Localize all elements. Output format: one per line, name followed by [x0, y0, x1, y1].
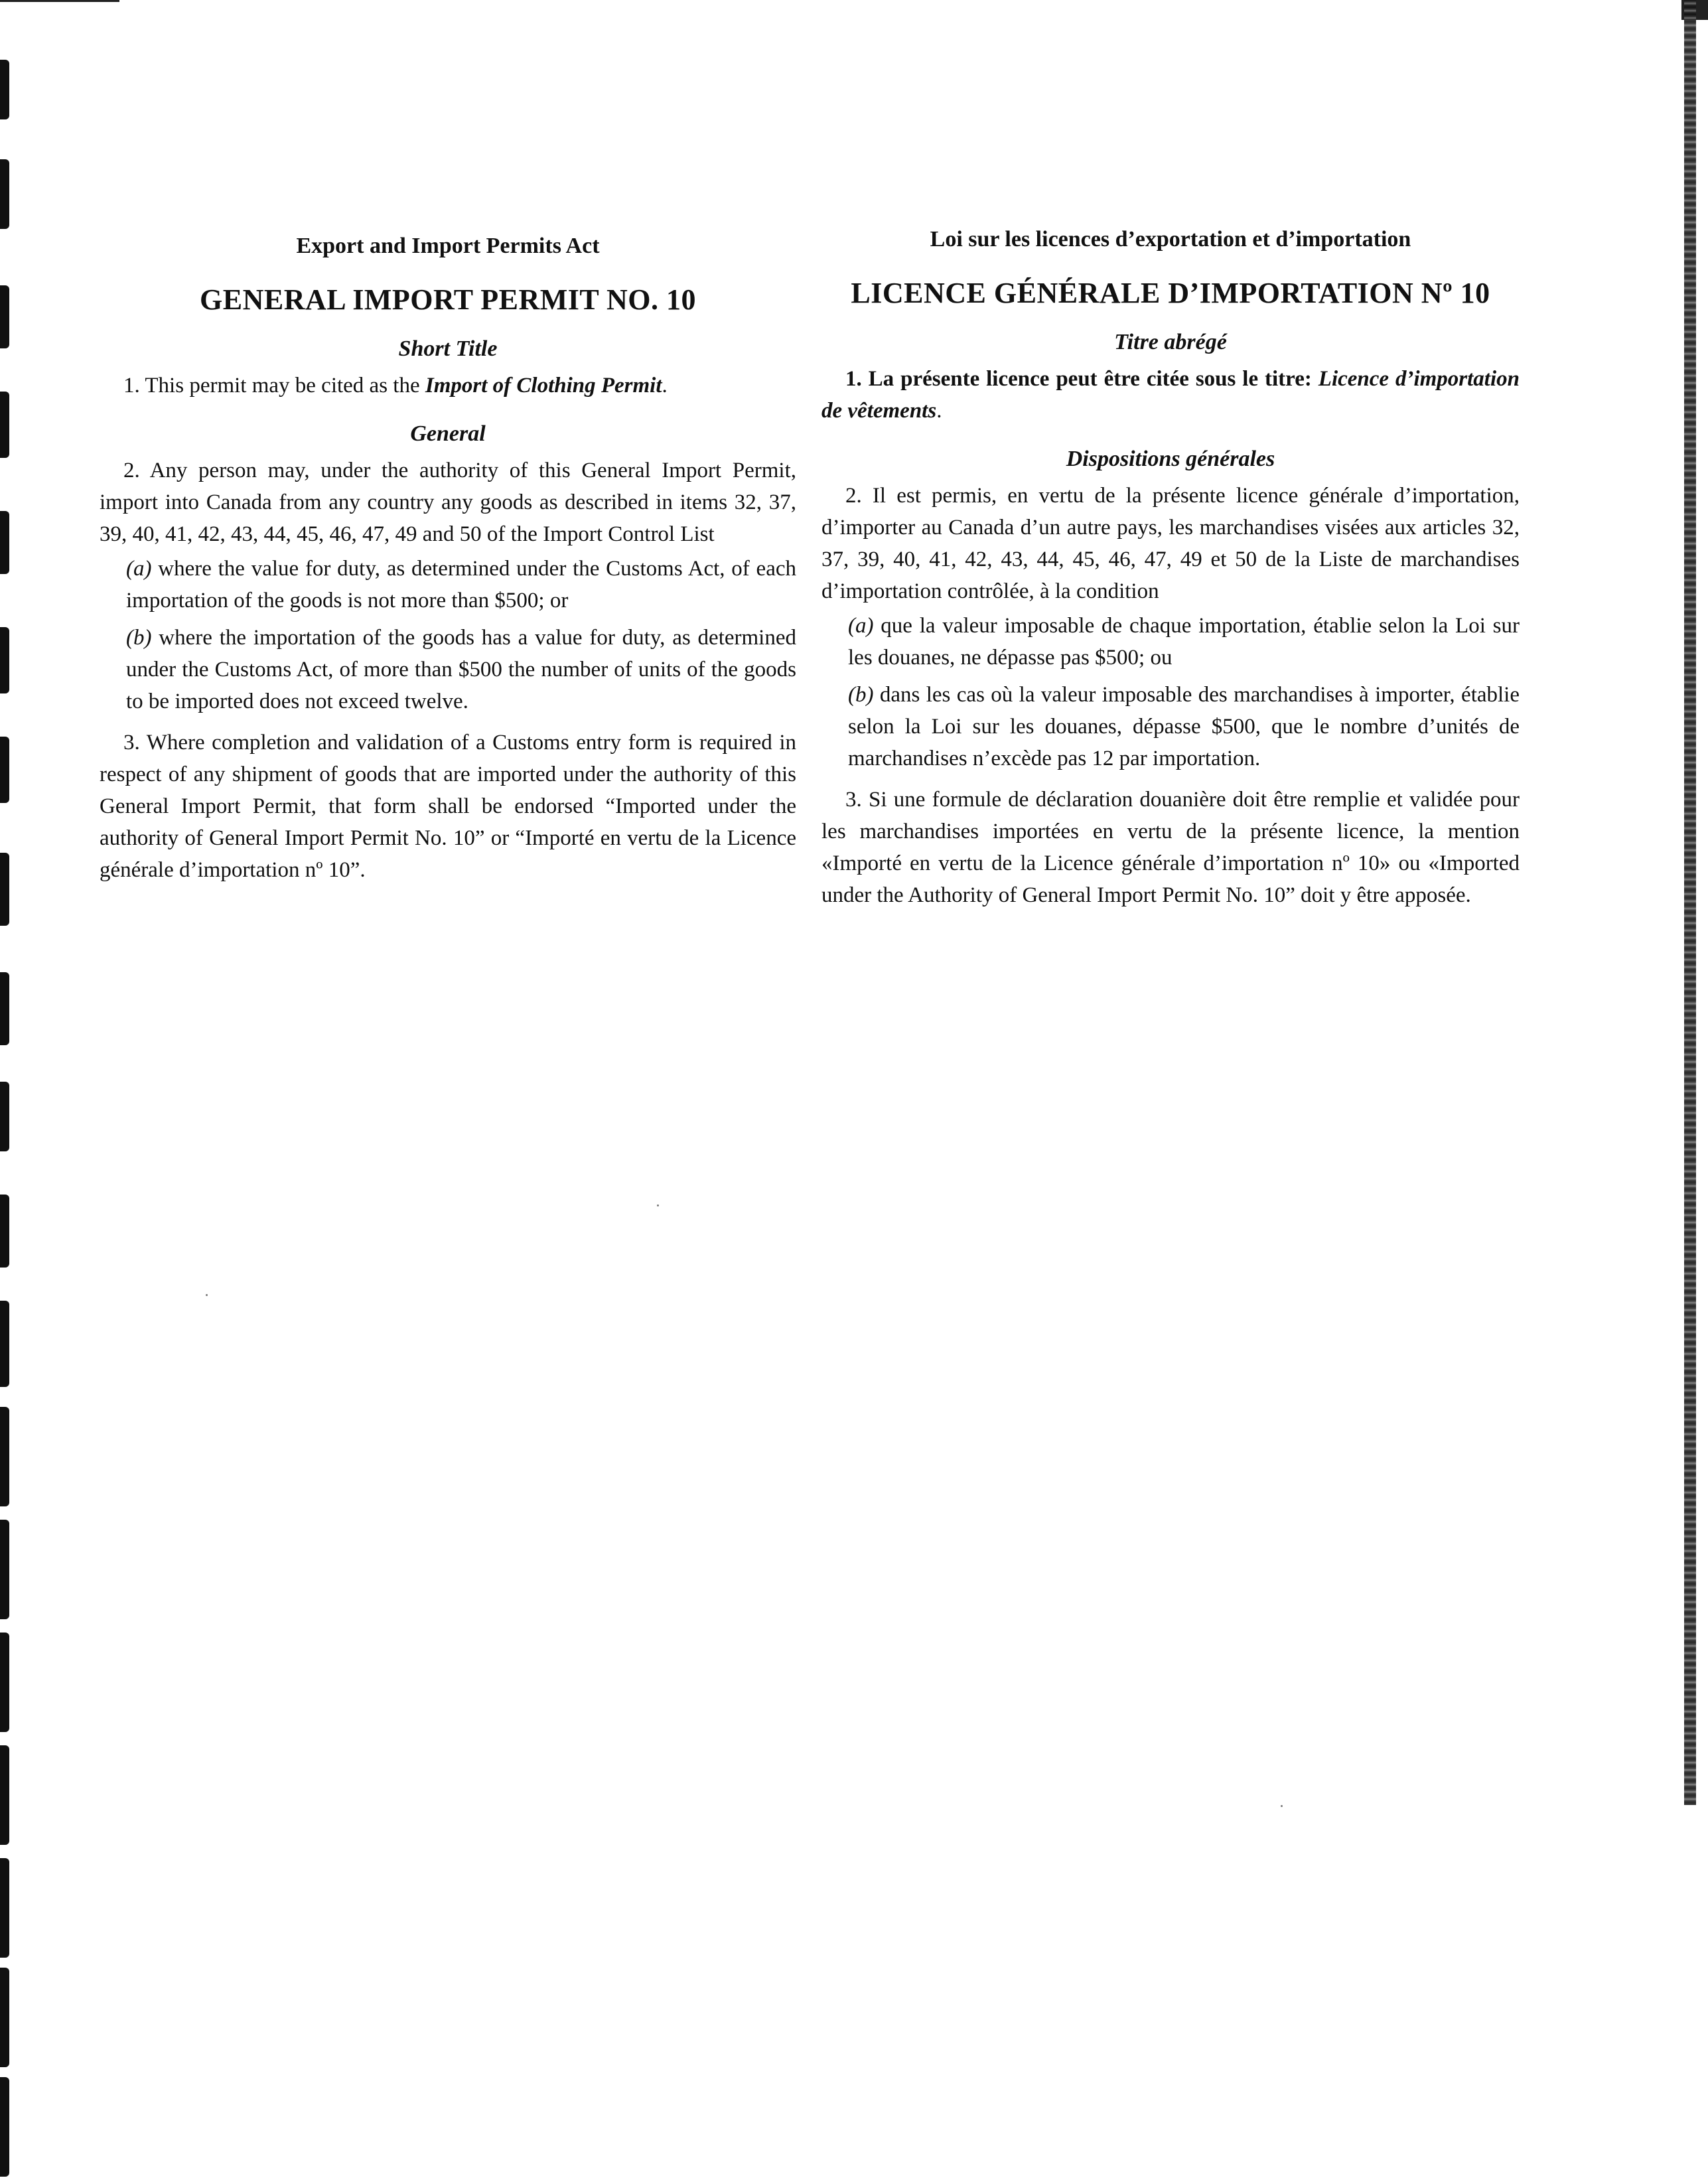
section-1-text: 1. This permit may be cited as the — [123, 374, 425, 398]
english-column — [100, 226, 796, 886]
section-3-fr: 3. Si une formule de déclaration douanière doit être remplie et validée pour les marchandises importées en vertu de la présente licence, la mention «Importé en vertu de la Licence générale d’importation nº 10» ou «Imported under the Authority of General Import Permit No. 10” doit y être apposée. — [821, 788, 1520, 907]
act-title-fr: Loi sur les licences d’exportation et d’importation — [930, 227, 1411, 252]
french-column — [821, 219, 1520, 911]
section-1-citation: Import of Clothing Permit — [425, 374, 662, 398]
section-1-text-fr: 1. La présente licence peut être citée sous le titre: — [845, 367, 1318, 391]
scan-edge-shadow — [1684, 0, 1696, 1805]
scan-speck — [1281, 1805, 1283, 1807]
section-2-fr: 2. Il est permis, en vertu de la présente licence générale d’importation, d’importer au Canada d’un autre pays, les marchandises visées aux articles 32, 37, 39, 40, 41, 42, 43, 44, 45, 46, 47, 49 et 50 de la Liste de marchandises d’importation contrôlée, à la condition — [821, 484, 1520, 603]
section-2a-label-fr: (a) — [848, 614, 874, 638]
section-2a-label: (a) — [126, 557, 152, 581]
section-2b-fr — [848, 679, 1520, 774]
binding-mark — [0, 60, 9, 119]
binding-mark — [0, 1745, 9, 1845]
binding-mark — [0, 2077, 9, 2177]
scan-speck — [657, 1204, 659, 1206]
section-2a — [126, 553, 796, 617]
section-1-period: . — [662, 374, 668, 398]
section-2b — [126, 622, 796, 717]
permit-title: GENERAL IMPORT PERMIT NO. 10 — [200, 283, 696, 316]
general-heading: General — [410, 421, 486, 446]
binding-mark — [0, 737, 9, 803]
binding-mark — [0, 1082, 9, 1151]
binding-mark — [0, 972, 9, 1045]
section-3: 3. Where completion and validation of a Customs entry form is required in respect of any shipment of goods that are imported under the authority of this General Import Permit, that form shall be endorsed “Imported under the authority of General Import Permit No. 10” or “Importé en vertu de la Licence générale d’importation nº 10”. — [100, 731, 796, 882]
section-2a-fr — [848, 610, 1520, 674]
binding-mark — [0, 511, 9, 574]
general-heading-fr: Dispositions générales — [1066, 447, 1275, 471]
binding-mark — [0, 1520, 9, 1619]
scan-top-line — [0, 0, 119, 2]
section-2b-label-fr: (b) — [848, 683, 874, 707]
section-1 — [100, 370, 796, 401]
binding-mark — [0, 853, 9, 926]
act-title: Export and Import Permits Act — [296, 234, 600, 258]
section-2b-text: where the importation of the goods has a value for duty, as determined under the Customs Act, of more than $500 the number of units of the goods to be imported does not exceed twelve. — [126, 626, 796, 713]
section-2: 2. Any person may, under the authority of this General Import Permit, import into Canada from any country any goods as described in items 32, 37, 39, 40, 41, 42, 43, 44, 45, 46, 47, 49 and 50 of the Import Control List — [100, 459, 796, 546]
binding-mark — [0, 1858, 9, 1958]
binding-mark — [0, 1301, 9, 1387]
section-1-fr — [821, 363, 1520, 427]
binding-mark — [0, 1195, 9, 1268]
permit-title-fr: LICENCE GÉNÉRALE D’IMPORTATION Nº 10 — [851, 277, 1490, 309]
scan-speck — [206, 1294, 208, 1296]
section-2b-text-fr: dans les cas où la valeur imposable des marchandises à importer, établie selon la Loi sur les douanes, dépasse $500, que le nombre d’unités de marchandises n’excède pas 12 par importation. — [848, 683, 1520, 770]
binding-mark — [0, 1633, 9, 1732]
binding-mark — [0, 1968, 9, 2067]
section-2b-label: (b) — [126, 626, 152, 650]
section-1-citation-fr: Licence d’importation de vêtements — [821, 367, 1520, 423]
section-1-period-fr: . — [936, 399, 942, 423]
binding-mark — [0, 392, 9, 458]
scan-right-edge — [1681, 0, 1708, 2178]
section-2a-text-fr: que la valeur imposable de chaque importation, établie selon la Loi sur les douanes, ne dépasse pas $500; ou — [848, 614, 1520, 670]
short-title-heading-fr: Titre abrégé — [1114, 330, 1227, 354]
binding-mark — [0, 159, 9, 229]
short-title-heading: Short Title — [398, 336, 498, 361]
binding-mark — [0, 627, 9, 693]
section-2a-text: where the value for duty, as determined under the Customs Act, of each importation of the goods is not more than $500; or — [126, 557, 796, 613]
binding-mark — [0, 285, 9, 348]
binding-mark — [0, 1407, 9, 1506]
